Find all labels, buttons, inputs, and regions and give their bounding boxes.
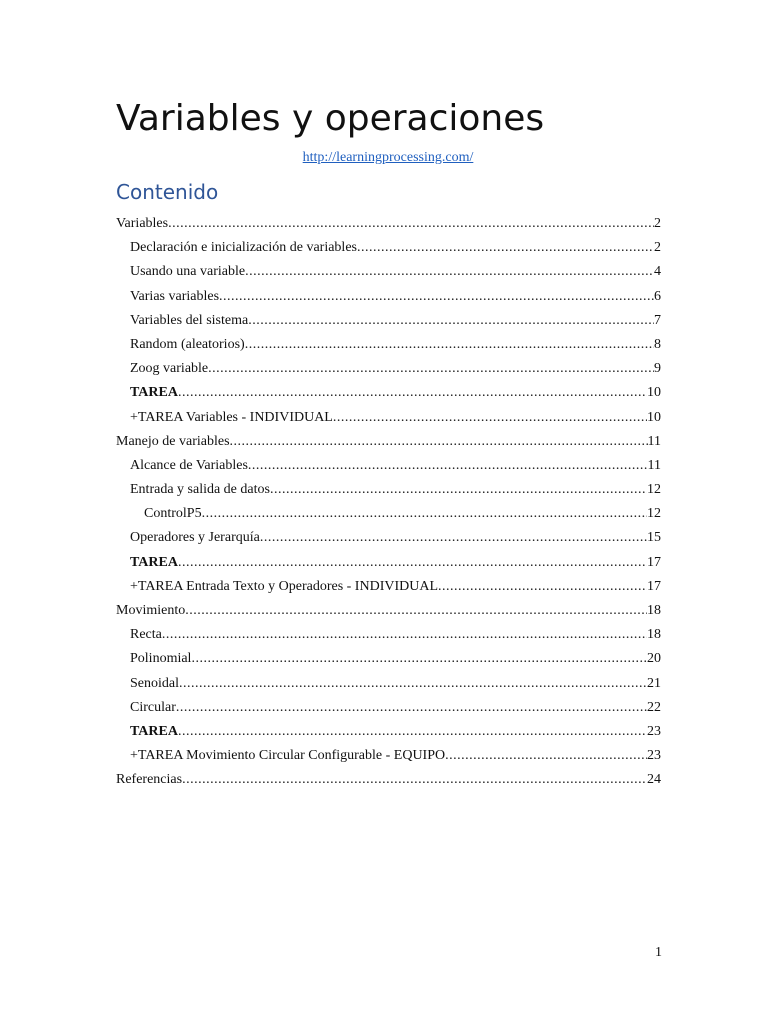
toc-dot-leader <box>445 744 647 768</box>
toc-entry-label: Movimiento <box>116 603 186 618</box>
toc-entry-label: Circular <box>130 699 176 715</box>
toc-entry[interactable] <box>116 623 661 647</box>
toc-entry[interactable] <box>116 309 661 333</box>
toc-dot-leader <box>182 768 647 792</box>
toc-entry-page-number: 21 <box>647 675 661 691</box>
toc-entry-page-number: 23 <box>647 723 661 739</box>
toc-entry-page-number: 24 <box>647 772 661 788</box>
toc-entry-label: Alcance de Variables <box>130 457 248 473</box>
toc-entry-label: Variables del sistema <box>130 312 249 328</box>
toc-entry[interactable] <box>116 478 661 502</box>
toc-entry-label: TAREA <box>130 723 178 739</box>
toc-entry-page-number: 2 <box>654 216 661 231</box>
toc-entry[interactable] <box>116 285 661 309</box>
toc-entry[interactable] <box>116 551 661 575</box>
toc-entry[interactable] <box>116 454 661 478</box>
toc-entry-page-number: 11 <box>647 433 661 449</box>
toc-entry-page-number: 4 <box>654 264 661 280</box>
toc-entry-label: TAREA <box>130 385 178 401</box>
toc-dot-leader <box>357 236 654 260</box>
toc-entry-label: ControlP5 <box>144 506 202 522</box>
toc-dot-leader <box>248 309 654 333</box>
toc-entry-label: Zoog variable <box>130 361 209 377</box>
toc-entry[interactable] <box>116 526 661 550</box>
toc-entry[interactable] <box>116 599 661 623</box>
toc-heading: Contenido <box>116 180 219 204</box>
website-link[interactable]: http://learningprocessing.com/ <box>302 150 474 165</box>
toc-entry[interactable] <box>116 430 661 454</box>
toc-dot-leader <box>248 454 648 478</box>
toc-entry[interactable] <box>116 647 661 671</box>
toc-entry-page-number: 18 <box>647 603 661 618</box>
toc-dot-leader <box>333 406 647 430</box>
toc-entry[interactable] <box>116 406 661 430</box>
toc-entry-page-number: 17 <box>647 554 661 570</box>
toc-dot-leader <box>178 720 647 744</box>
toc-entry[interactable] <box>116 575 661 599</box>
toc-entry-label: Senoidal <box>130 675 179 691</box>
toc-dot-leader <box>230 430 648 454</box>
toc-entry[interactable] <box>116 768 661 792</box>
toc-dot-leader <box>178 381 647 405</box>
toc-entry-label: +TAREA Variables - INDIVIDUAL <box>130 409 333 425</box>
toc-entry[interactable] <box>116 381 661 405</box>
toc-entry-page-number: 11 <box>647 457 661 473</box>
toc-entry-page-number: 17 <box>647 578 661 594</box>
toc-entry-label: Random (aleatorios) <box>130 336 245 352</box>
toc-entry[interactable] <box>116 357 661 381</box>
toc-entry-page-number: 8 <box>654 336 661 352</box>
toc-dot-leader <box>245 333 654 357</box>
toc-entry-page-number: 7 <box>654 312 661 328</box>
toc-entry[interactable] <box>116 696 661 720</box>
toc-dot-leader <box>185 599 647 623</box>
toc-entry-label: TAREA <box>130 554 178 570</box>
toc-entry[interactable] <box>116 672 661 696</box>
toc-dot-leader <box>168 212 654 236</box>
toc-entry-page-number: 12 <box>647 506 661 522</box>
toc-entry-label: Referencias <box>116 772 183 788</box>
toc-dot-leader <box>219 285 654 309</box>
toc-entry-label: +TAREA Entrada Texto y Operadores - INDIVIDUAL <box>130 578 439 594</box>
toc-entry[interactable] <box>116 236 661 260</box>
toc-entry-page-number: 23 <box>647 748 661 764</box>
toc-entry-page-number: 6 <box>654 288 661 304</box>
toc-dot-leader <box>260 526 647 550</box>
toc-entry-page-number: 15 <box>647 530 661 546</box>
toc-entry[interactable] <box>116 333 661 357</box>
toc-dot-leader <box>191 647 647 671</box>
toc-entry-label: Varias variables <box>130 288 220 304</box>
page-number: 1 <box>655 945 662 960</box>
toc-entry-page-number: 12 <box>647 482 661 498</box>
toc-entry-label: Entrada y salida de datos <box>130 482 270 498</box>
toc-entry-page-number: 10 <box>647 409 661 425</box>
website-link-line <box>116 149 660 167</box>
toc-dot-leader <box>176 696 647 720</box>
toc-entry-label: Operadores y Jerarquía <box>130 530 260 546</box>
toc-entry-page-number: 10 <box>647 385 661 401</box>
toc-entry-page-number: 2 <box>654 240 661 256</box>
toc-dot-leader <box>208 357 654 381</box>
toc-entry[interactable] <box>116 260 661 284</box>
toc-dot-leader <box>202 502 647 526</box>
toc-entry-page-number: 22 <box>647 699 661 715</box>
toc-entry-label: Usando una variable <box>130 264 246 280</box>
toc-dot-leader <box>245 260 654 284</box>
toc-entry-label: Declaración e inicialización de variables <box>130 240 357 256</box>
toc-entry[interactable] <box>116 502 661 526</box>
toc-entry-label: +TAREA Movimiento Circular Configurable - EQUIPO <box>130 748 446 764</box>
toc-dot-leader <box>438 575 647 599</box>
document-title: Variables y operaciones <box>116 98 545 139</box>
table-of-contents <box>116 212 661 793</box>
toc-dot-leader <box>162 623 647 647</box>
toc-entry-page-number: 20 <box>647 651 661 667</box>
toc-dot-leader <box>178 551 647 575</box>
toc-entry-label: Manejo de variables <box>116 433 230 449</box>
toc-entry-label: Variables <box>116 216 169 231</box>
toc-entry-label: Recta <box>130 627 162 643</box>
toc-entry-page-number: 18 <box>647 627 661 643</box>
toc-entry[interactable] <box>116 212 661 236</box>
toc-dot-leader <box>179 672 647 696</box>
toc-entry-page-number: 9 <box>654 361 661 377</box>
toc-entry-label: Polinomial <box>130 651 192 667</box>
toc-dot-leader <box>270 478 647 502</box>
toc-entry[interactable] <box>116 744 661 768</box>
toc-entry[interactable] <box>116 720 661 744</box>
